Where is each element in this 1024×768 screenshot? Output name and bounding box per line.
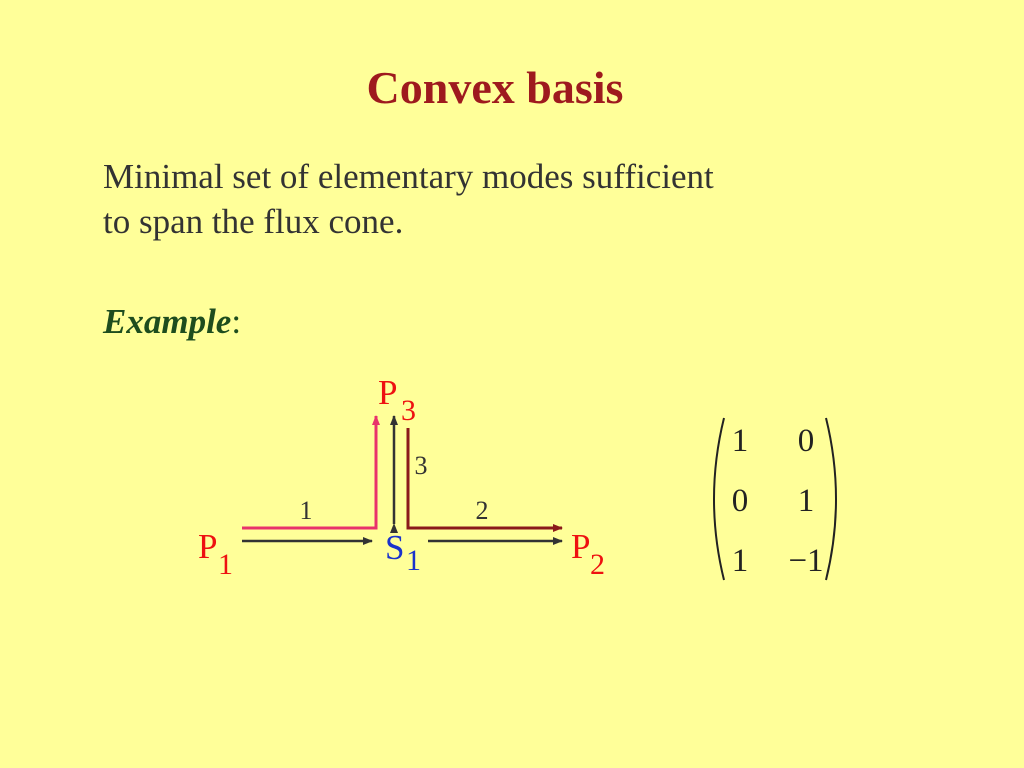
matrix-cell: 0	[731, 483, 749, 519]
description-line-1: Minimal set of elementary modes sufficient	[103, 157, 714, 196]
node-p2-letter: P	[571, 527, 591, 566]
node-p3	[378, 373, 416, 427]
matrix-cell: −1	[788, 543, 824, 579]
reaction-3-label: 3	[414, 451, 428, 480]
reaction-1-label: 1	[299, 496, 313, 525]
node-p1	[198, 527, 233, 581]
convex-basis-matrix	[714, 418, 836, 580]
node-s1-index: 1	[406, 544, 421, 577]
node-p2	[571, 527, 605, 581]
matrix-right-paren	[826, 418, 836, 580]
example-label: Example	[103, 302, 232, 341]
matrix-cell: 0	[797, 423, 815, 459]
node-p1-letter: P	[198, 527, 218, 566]
matrix-cell: 1	[797, 483, 815, 519]
node-p2-index: 2	[590, 548, 605, 581]
example-colon: :	[231, 302, 242, 341]
matrix-cell: 1	[731, 543, 749, 579]
description-line-2: to span the flux cone.	[103, 202, 404, 241]
node-s1	[385, 528, 421, 577]
matrix-cell: 1	[731, 423, 749, 459]
node-s1-letter: S	[385, 528, 405, 567]
node-p3-letter: P	[378, 373, 398, 412]
reaction-2-label: 2	[475, 496, 489, 525]
node-p1-index: 1	[218, 548, 233, 581]
slide-title: Convex basis	[366, 62, 624, 113]
matrix-left-paren	[714, 418, 724, 580]
node-p3-index: 3	[401, 394, 416, 427]
